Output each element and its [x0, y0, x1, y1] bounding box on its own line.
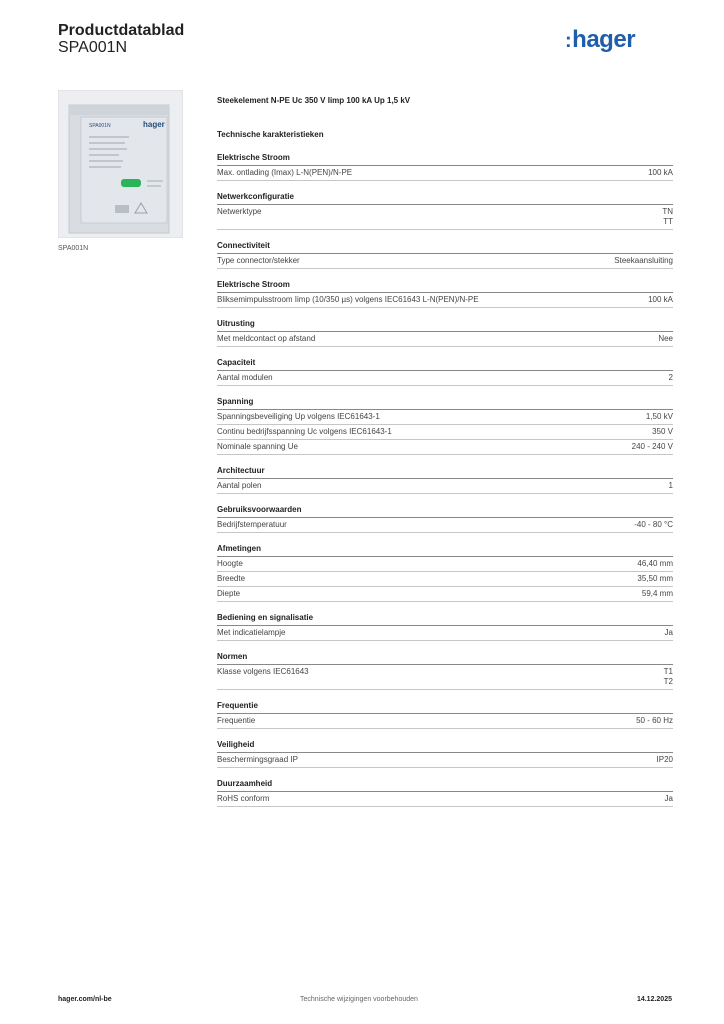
spec-group-title: Gebruiksvoorwaarden [217, 505, 673, 518]
spec-value: 2 [668, 373, 673, 382]
product-code: SPA001N [58, 39, 128, 56]
spec-row [217, 410, 673, 425]
product-image [58, 90, 183, 238]
product-description: Steekelement N-PE Uc 350 V Iimp 100 kA Up 1,5 kV [217, 96, 411, 105]
hager-logo [565, 26, 635, 54]
spec-label: Met indicatielampje [217, 628, 286, 637]
spec-row [217, 557, 673, 572]
spec-row [217, 166, 673, 181]
spec-group-title: Netwerkconfiguratie [217, 192, 673, 205]
spec-group-title: Capaciteit [217, 358, 673, 371]
spec-label: Beschermingsgraad IP [217, 755, 298, 764]
spec-row [217, 587, 673, 602]
spec-value: T1 T2 [663, 667, 673, 686]
spec-group-title: Elektrische Stroom [217, 280, 673, 293]
spec-value: Ja [664, 628, 673, 637]
spec-row [217, 792, 673, 807]
spec-groups [217, 153, 673, 807]
spec-label: Klasse volgens IEC61643 [217, 667, 309, 676]
logo-text: hager [572, 26, 636, 53]
image-brand-label: hager [143, 120, 165, 129]
spec-value: -40 - 80 °C [634, 520, 673, 529]
spec-row [217, 626, 673, 641]
spec-label: Frequentie [217, 716, 256, 725]
spec-group-title: Afmetingen [217, 544, 673, 557]
spec-value: Ja [664, 794, 673, 803]
spec-group-title: Architectuur [217, 466, 673, 479]
spec-row [217, 332, 673, 347]
footer-date: 14.12.2025 [636, 996, 672, 1003]
spec-row [217, 479, 673, 494]
spec-row [217, 254, 673, 269]
section-title: Technische karakteristieken [217, 130, 324, 139]
spec-table [217, 96, 673, 807]
spec-value: 59,4 mm [641, 589, 673, 598]
image-product-label: SPA001N [89, 123, 111, 129]
spec-group-title: Connectiviteit [217, 241, 673, 254]
logo-dots-icon: : [565, 30, 572, 52]
spec-value: 350 V [652, 427, 673, 436]
spec-group-title: Bediening en signalisatie [217, 613, 673, 626]
spec-row [217, 572, 673, 587]
spec-label: RoHS conform [217, 794, 270, 803]
footer-website: hager.com/nl-be [58, 996, 112, 1003]
spec-row [217, 371, 673, 386]
spec-value: 100 kA [648, 295, 673, 304]
spec-row [217, 753, 673, 768]
spec-label: Breedte [217, 574, 246, 583]
spec-group-title: Frequentie [217, 701, 673, 714]
spec-row [217, 518, 673, 533]
spec-label: Continu bedrijfsspanning Uc volgens IEC61643-1 [217, 427, 392, 436]
spec-row [217, 714, 673, 729]
footer-disclaimer: Technische wijzigingen voorbehouden [300, 996, 418, 1003]
spec-label: Met meldcontact op afstand [217, 334, 316, 343]
spec-value: 240 - 240 V [631, 442, 673, 451]
spec-label: Hoogte [217, 559, 243, 568]
spec-group-title: Normen [217, 652, 673, 665]
spec-label: Aantal polen [217, 481, 262, 490]
spec-label: Spanningsbeveiliging Up volgens IEC61643-1 [217, 412, 380, 421]
spec-group-title: Spanning [217, 397, 673, 410]
spec-label: Type connector/stekker [217, 256, 300, 265]
spec-value: IP20 [656, 755, 673, 764]
spec-row [217, 440, 673, 455]
spec-group-title: Elektrische Stroom [217, 153, 673, 166]
spec-value: 1 [668, 481, 673, 490]
spec-label: Diepte [217, 589, 241, 598]
spec-label: Bedrijfstemperatuur [217, 520, 287, 529]
spec-label: Netwerktype [217, 207, 262, 216]
spec-value: 50 - 60 Hz [636, 716, 673, 725]
spec-label: Nominale spanning Ue [217, 442, 298, 451]
spec-row [217, 425, 673, 440]
spec-label: Bliksemimpulsstroom Iimp (10/350 µs) volgens IEC61643 L-N(PEN)/N-PE [217, 295, 479, 304]
spec-row [217, 205, 673, 230]
spec-value: Nee [658, 334, 673, 343]
spec-row [217, 665, 673, 690]
spec-group-title: Veiligheid [217, 740, 673, 753]
page-title: Productdatablad [58, 22, 185, 39]
surge-protector-cartridge-image [59, 91, 183, 238]
spec-value: 100 kA [648, 168, 673, 177]
spec-label: Aantal modulen [217, 373, 273, 382]
spec-value: TN TT [662, 207, 673, 226]
spec-label: Max. ontlading (Imax) L-N(PEN)/N-PE [217, 168, 353, 177]
spec-value: 35,50 mm [637, 574, 673, 583]
product-image-caption: SPA001N [58, 245, 89, 252]
spec-value: 1,50 kV [645, 412, 673, 421]
spec-row [217, 293, 673, 308]
spec-group-title: Uitrusting [217, 319, 673, 332]
spec-value: Steekaansluiting [614, 256, 673, 265]
spec-value: 46,40 mm [637, 559, 673, 568]
spec-group-title: Duurzaamheid [217, 779, 673, 792]
